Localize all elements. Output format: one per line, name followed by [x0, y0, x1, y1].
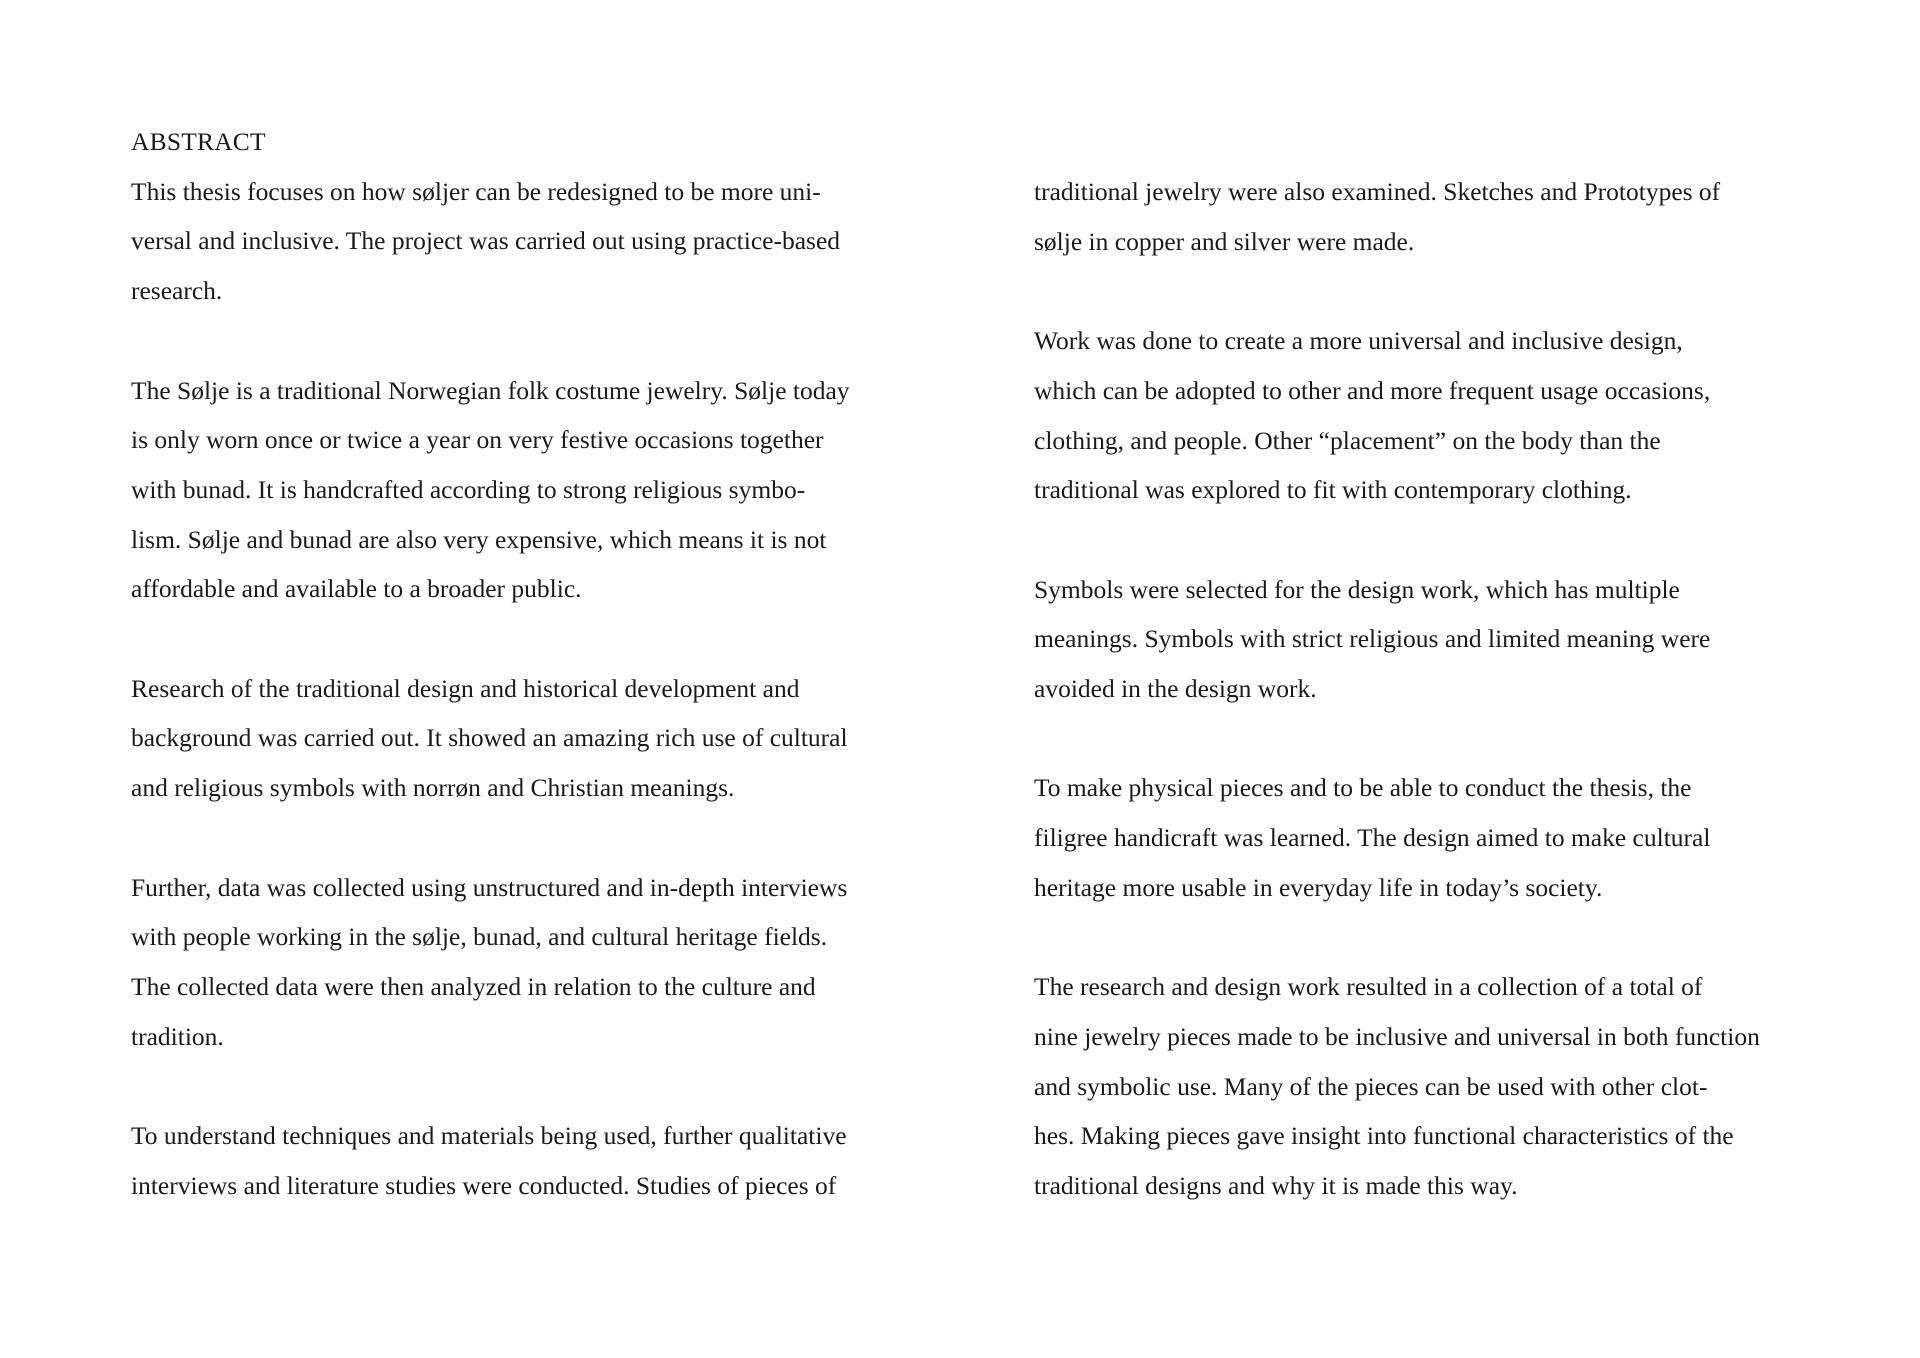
text-line: To understand techniques and materials being used, further qualitative: [131, 1121, 847, 1150]
text-line: Work was done to create a more universal and inclusive design,: [1034, 326, 1683, 356]
paragraph: [1034, 316, 1834, 515]
text-line: affordable and available to a broader public.: [131, 574, 582, 604]
text-line: avoided in the design work.: [1034, 674, 1317, 703]
paragraph: [131, 1111, 931, 1210]
text-line: The Sølje is a traditional Norwegian folk costume jewelry. Sølje today: [131, 375, 850, 405]
text-line: versal and inclusive. The project was carried out using practice-based: [131, 226, 841, 256]
text-line: Research of the traditional design and historical development and: [131, 673, 800, 703]
text-line: research.: [131, 276, 223, 306]
text-line: with bunad. It is handcrafted according to strong religious symbo-: [131, 474, 806, 504]
text-line: background was carried out. It showed an amazing rich use of cultural: [131, 723, 848, 753]
paragraph: [131, 366, 931, 615]
text-line: which can be adopted to other and more frequent usage occasions,: [1034, 375, 1711, 405]
abstract-heading: ABSTRACT: [131, 127, 266, 156]
paragraph: [1034, 962, 1834, 1211]
text-line: and symbolic use. Many of the pieces can be used with other clot-: [1034, 1071, 1708, 1101]
text-line: This thesis focuses on how søljer can be redesigned to be more uni-: [131, 176, 821, 206]
text-line: sølje in copper and silver were made.: [1034, 226, 1415, 256]
text-line: Further, data was collected using unstructured and in-depth interviews: [131, 872, 848, 902]
paragraph: [1034, 763, 1834, 912]
left-column: [131, 117, 931, 1260]
paragraph: [1034, 167, 1834, 266]
text-line: To make physical pieces and to be able to conduct the thesis, the: [1034, 773, 1692, 803]
text-line: interviews and literature studies were conducted. Studies of pieces of: [131, 1170, 837, 1200]
paragraph: [131, 863, 931, 1062]
text-line: tradition.: [131, 1021, 224, 1051]
paragraph: [1034, 565, 1834, 714]
text-line: and religious symbols with norrøn and Christian meanings.: [131, 773, 735, 803]
text-line: with people working in the sølje, bunad, and cultural heritage fields.: [131, 922, 828, 952]
text-line: hes. Making pieces gave insight into functional characteristics of the: [1034, 1121, 1734, 1151]
text-line: traditional was explored to fit with contemporary clothing.: [1034, 475, 1632, 505]
text-line: traditional designs and why it is made this way.: [1034, 1171, 1518, 1200]
paragraph: [131, 167, 931, 316]
text-line: Symbols were selected for the design work, which has multiple: [1034, 574, 1680, 604]
text-line: meanings. Symbols with strict religious and limited meaning were: [1034, 624, 1711, 654]
text-line: The collected data were then analyzed in relation to the culture and: [131, 971, 816, 1001]
text-line: is only worn once or twice a year on very festive occasions together: [131, 425, 824, 455]
text-line: The research and design work resulted in a collection of a total of: [1034, 972, 1703, 1002]
text-line: filigree handicraft was learned. The design aimed to make cultural: [1034, 823, 1711, 853]
text-line: nine jewelry pieces made to be inclusive and universal in both function: [1034, 1021, 1760, 1051]
right-column: [1034, 167, 1834, 1260]
text-line: clothing, and people. Other “placement” on the body than the: [1034, 425, 1661, 455]
text-line: lism. Sølje and bunad are also very expensive, which means it is not: [131, 524, 827, 554]
text-line: heritage more usable in everyday life in today’s society.: [1034, 872, 1603, 902]
paragraph: [131, 664, 931, 813]
text-line: traditional jewelry were also examined. Sketches and Prototypes of: [1034, 177, 1721, 206]
